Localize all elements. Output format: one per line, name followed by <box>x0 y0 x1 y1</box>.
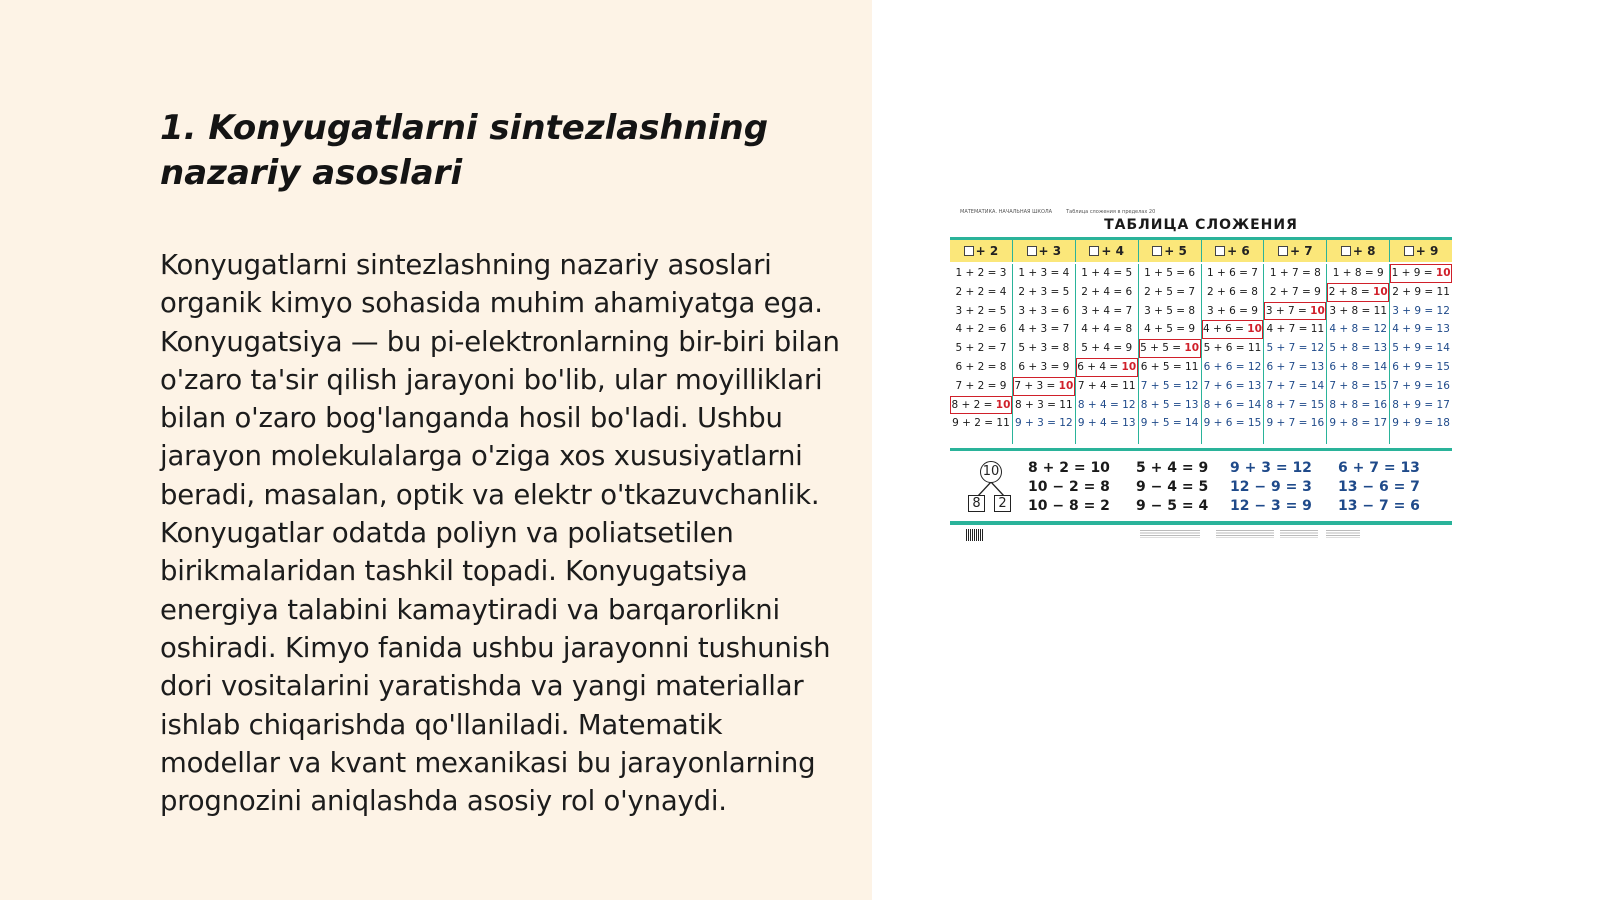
table-cell: 6 + 6 = 12 <box>1203 360 1262 373</box>
table-cell: 3 + 9 = 12 <box>1392 304 1450 317</box>
example-equation: 9 − 5 = 4 <box>1136 498 1209 514</box>
table-cell: 5 + 5 = 10 <box>1139 339 1201 358</box>
example-equation: 5 + 4 = 9 <box>1136 460 1209 476</box>
column-header-label: + 8 <box>1352 244 1376 258</box>
table-column <box>1390 264 1452 444</box>
column-header <box>1327 240 1390 262</box>
table-cell: 3 + 7 = 10 <box>1264 302 1326 321</box>
table-cell: 6 + 5 = 11 <box>1140 360 1199 373</box>
table-cell: 9 + 9 = 18 <box>1392 417 1450 430</box>
table-cell: 9 + 5 = 14 <box>1140 417 1199 430</box>
example-equation: 6 + 7 = 13 <box>1338 460 1420 476</box>
table-cell: 7 + 3 = 10 <box>1013 377 1075 396</box>
table-cell: 5 + 9 = 14 <box>1392 342 1450 355</box>
column-header <box>1013 240 1076 262</box>
table-cell: 4 + 6 = 10 <box>1202 320 1264 339</box>
table-cell: 6 + 9 = 15 <box>1392 360 1450 373</box>
sum-ten-highlight: 10 <box>995 398 1011 411</box>
column-header <box>1390 240 1452 262</box>
blank-box-icon <box>1089 246 1099 256</box>
column-header-label: + 6 <box>1227 244 1250 258</box>
table-cell: 4 + 4 = 8 <box>1081 323 1133 336</box>
table-cell: 7 + 5 = 12 <box>1140 379 1199 392</box>
example-group <box>1028 459 1110 516</box>
blank-box-icon <box>1341 246 1351 256</box>
table-column <box>1327 264 1390 444</box>
publisher-info <box>1280 530 1318 538</box>
poster-header <box>960 209 1169 215</box>
slide-body-text: Konyugatlarni sintezlashning nazariy asoslari organik kimyo sohasida muhim ahamiyatga ega. Konyugatsiya — bu pi-elektronlarning bir-biri bilan o'zaro ta'sir qilish jarayoni bo'lib, ular moyilliklari bilan o'zaro bog'langanda hosil bo'ladi. Ushbu jarayon molekulalarga o'ziga xos xususiyatlarni beradi, masalan, optik va elektr o'tkazuvchanlik. Konyugatlar odatda poliyn va poliatsetilen birikmalaridan tashkil topadi. Konyugatsiya energiya talabini kamaytiradi va barqarorlikni oshiradi. Kimyo fanida ushbu jarayonni tushunish dori vositalarini yaratishda va yangi materiallar ishlab chiqarishda qo'llaniladi. Matematik modellar va kvant mexanikasi bu jarayonlarning prognozini aniqlashda asosiy rol o'ynaydi. <box>160 249 840 818</box>
table-cell: 6 + 8 = 14 <box>1329 360 1388 373</box>
column-header <box>1202 240 1265 262</box>
table-cell: 2 + 4 = 6 <box>1081 285 1133 298</box>
table-cell: 3 + 4 = 7 <box>1081 304 1133 317</box>
table-cell: 2 + 9 = 11 <box>1392 285 1450 298</box>
table-cell: 4 + 5 = 9 <box>1144 323 1196 336</box>
column-header <box>1076 240 1139 262</box>
blank-box-icon <box>1215 246 1225 256</box>
column-header-label: + 3 <box>1038 244 1062 258</box>
poster-title: ТАБЛИЦА СЛОЖЕНИЯ <box>1104 217 1298 233</box>
table-cell: 8 + 9 = 17 <box>1392 398 1450 411</box>
table-cell: 7 + 7 = 14 <box>1266 379 1325 392</box>
example-equation: 8 + 2 = 10 <box>1028 460 1110 476</box>
column-header-label: + 5 <box>1164 244 1187 258</box>
table-cell: 1 + 3 = 4 <box>1018 267 1070 279</box>
table-cell: 1 + 4 = 5 <box>1081 267 1133 279</box>
barcode-icon <box>966 529 984 541</box>
table-cell: 3 + 5 = 8 <box>1144 304 1196 317</box>
table-cell: 2 + 3 = 5 <box>1018 285 1070 298</box>
table-cell: 1 + 8 = 9 <box>1332 267 1384 279</box>
table-cell: 5 + 6 = 11 <box>1203 342 1262 355</box>
table-cell: 9 + 2 = 11 <box>952 417 1010 430</box>
table-column <box>1202 264 1265 444</box>
table-cell: 3 + 3 = 6 <box>1018 304 1070 317</box>
table-cell: 1 + 7 = 8 <box>1269 267 1321 279</box>
table-column <box>1013 264 1076 444</box>
table-cell: 8 + 2 = 10 <box>950 396 1012 415</box>
example-group <box>1338 459 1420 516</box>
table-cell: 5 + 7 = 12 <box>1266 342 1325 355</box>
table-column <box>1076 264 1139 444</box>
table-cell: 9 + 4 = 13 <box>1077 417 1136 430</box>
table-cell: 1 + 5 = 6 <box>1144 267 1196 279</box>
table-cell: 3 + 6 = 9 <box>1206 304 1258 317</box>
table-cell: 4 + 2 = 6 <box>955 323 1007 336</box>
column-header-label: + 9 <box>1415 244 1439 258</box>
table-cell: 9 + 8 = 17 <box>1329 417 1388 430</box>
table-cell: 7 + 4 = 11 <box>1077 379 1136 392</box>
table-cell: 9 + 3 = 12 <box>1014 417 1073 430</box>
blank-box-icon <box>964 246 974 256</box>
table-cell: 9 + 7 = 16 <box>1266 417 1325 430</box>
table-cell: 6 + 3 = 9 <box>1018 360 1070 373</box>
sum-ten-highlight: 10 <box>1373 285 1388 298</box>
divider <box>950 521 1452 525</box>
table-cell: 5 + 4 = 9 <box>1081 342 1133 355</box>
blank-box-icon <box>1278 246 1288 256</box>
table-cell: 8 + 8 = 16 <box>1329 398 1388 411</box>
example-group <box>1136 459 1208 516</box>
table-cell: 4 + 3 = 7 <box>1018 323 1070 336</box>
table-column <box>950 264 1013 444</box>
table-cell: 2 + 6 = 8 <box>1206 285 1258 298</box>
column-header <box>1264 240 1327 262</box>
sum-ten-highlight: 10 <box>1435 267 1451 279</box>
table-cell: 6 + 4 = 10 <box>1076 358 1138 377</box>
publisher-info <box>1140 530 1200 538</box>
table-cell: 3 + 2 = 5 <box>955 304 1007 317</box>
table-cell: 7 + 6 = 13 <box>1203 379 1262 392</box>
table-cell: 5 + 3 = 8 <box>1018 342 1070 355</box>
number-bond-whole: 10 <box>980 461 1002 483</box>
table-cell: 2 + 7 = 9 <box>1269 285 1321 298</box>
number-bond-part: 2 <box>994 495 1011 512</box>
table-cell: 2 + 5 = 7 <box>1144 285 1196 298</box>
slide-title: 1. Konyugatlarni sintezlashning nazariy asoslari <box>160 108 769 193</box>
table-cell: 1 + 6 = 7 <box>1206 267 1258 279</box>
number-bond-part: 8 <box>968 495 985 512</box>
blank-box-icon <box>1404 246 1414 256</box>
addition-grid <box>950 264 1452 444</box>
table-cell: 8 + 5 = 13 <box>1140 398 1199 411</box>
example-equation: 12 − 3 = 9 <box>1230 498 1312 514</box>
table-cell: 7 + 2 = 9 <box>955 379 1007 392</box>
addition-table-image <box>950 205 1452 545</box>
example-equation: 9 + 3 = 12 <box>1230 460 1312 476</box>
example-equation: 12 − 9 = 3 <box>1230 479 1312 495</box>
table-cell: 7 + 8 = 15 <box>1329 379 1388 392</box>
table-cell: 4 + 7 = 11 <box>1266 323 1325 336</box>
table-cell: 4 + 9 = 13 <box>1392 323 1450 336</box>
column-header-label: + 2 <box>975 244 999 258</box>
sum-ten-highlight: 10 <box>1310 304 1325 317</box>
table-cell: 1 + 2 = 3 <box>955 267 1007 279</box>
table-column <box>1139 264 1202 444</box>
sum-ten-highlight: 10 <box>1247 323 1262 336</box>
column-header <box>1139 240 1202 262</box>
table-cell: 2 + 8 = 10 <box>1327 283 1389 302</box>
publisher-info <box>1216 530 1274 538</box>
table-cell: 7 + 9 = 16 <box>1392 379 1450 392</box>
column-header-row <box>950 240 1452 262</box>
table-cell: 6 + 2 = 8 <box>955 360 1007 373</box>
column-header <box>950 240 1013 262</box>
poster-subtitle: Таблица сложения в пределах 20 <box>1066 209 1156 215</box>
example-equation: 9 − 4 = 5 <box>1136 479 1209 495</box>
table-cell: 4 + 8 = 12 <box>1329 323 1388 336</box>
example-equation: 13 − 7 = 6 <box>1338 498 1420 514</box>
table-cell: 8 + 6 = 14 <box>1203 398 1262 411</box>
table-cell: 8 + 3 = 11 <box>1014 398 1073 411</box>
example-equation: 10 − 2 = 8 <box>1028 479 1110 495</box>
column-header-label: + 4 <box>1101 244 1124 258</box>
table-column <box>1264 264 1327 444</box>
table-cell: 6 + 7 = 13 <box>1266 360 1325 373</box>
example-equation: 13 − 6 = 7 <box>1338 479 1420 495</box>
table-cell: 3 + 8 = 11 <box>1329 304 1388 317</box>
sum-ten-highlight: 10 <box>1121 360 1137 373</box>
table-cell: 8 + 4 = 12 <box>1077 398 1136 411</box>
sum-ten-highlight: 10 <box>1184 342 1200 355</box>
table-cell: 8 + 7 = 15 <box>1266 398 1325 411</box>
divider <box>950 448 1452 451</box>
number-bond-lines <box>970 482 1014 496</box>
table-cell: 5 + 2 = 7 <box>955 342 1007 355</box>
poster-series-label: МАТЕМАТИКА. НАЧАЛЬНАЯ ШКОЛА <box>960 209 1053 215</box>
table-cell: 5 + 8 = 13 <box>1329 342 1388 355</box>
column-header-label: + 7 <box>1290 244 1313 258</box>
publisher-info <box>1326 530 1360 538</box>
example-equation: 10 − 8 = 2 <box>1028 498 1110 514</box>
examples-area <box>950 453 1452 519</box>
table-cell: 2 + 2 = 4 <box>955 285 1007 298</box>
table-cell: 1 + 9 = 10 <box>1390 264 1452 283</box>
sum-ten-highlight: 10 <box>1058 379 1074 392</box>
table-cell: 9 + 6 = 15 <box>1203 417 1262 430</box>
blank-box-icon <box>1152 246 1162 256</box>
blank-box-icon <box>1027 246 1037 256</box>
example-group <box>1230 459 1312 516</box>
